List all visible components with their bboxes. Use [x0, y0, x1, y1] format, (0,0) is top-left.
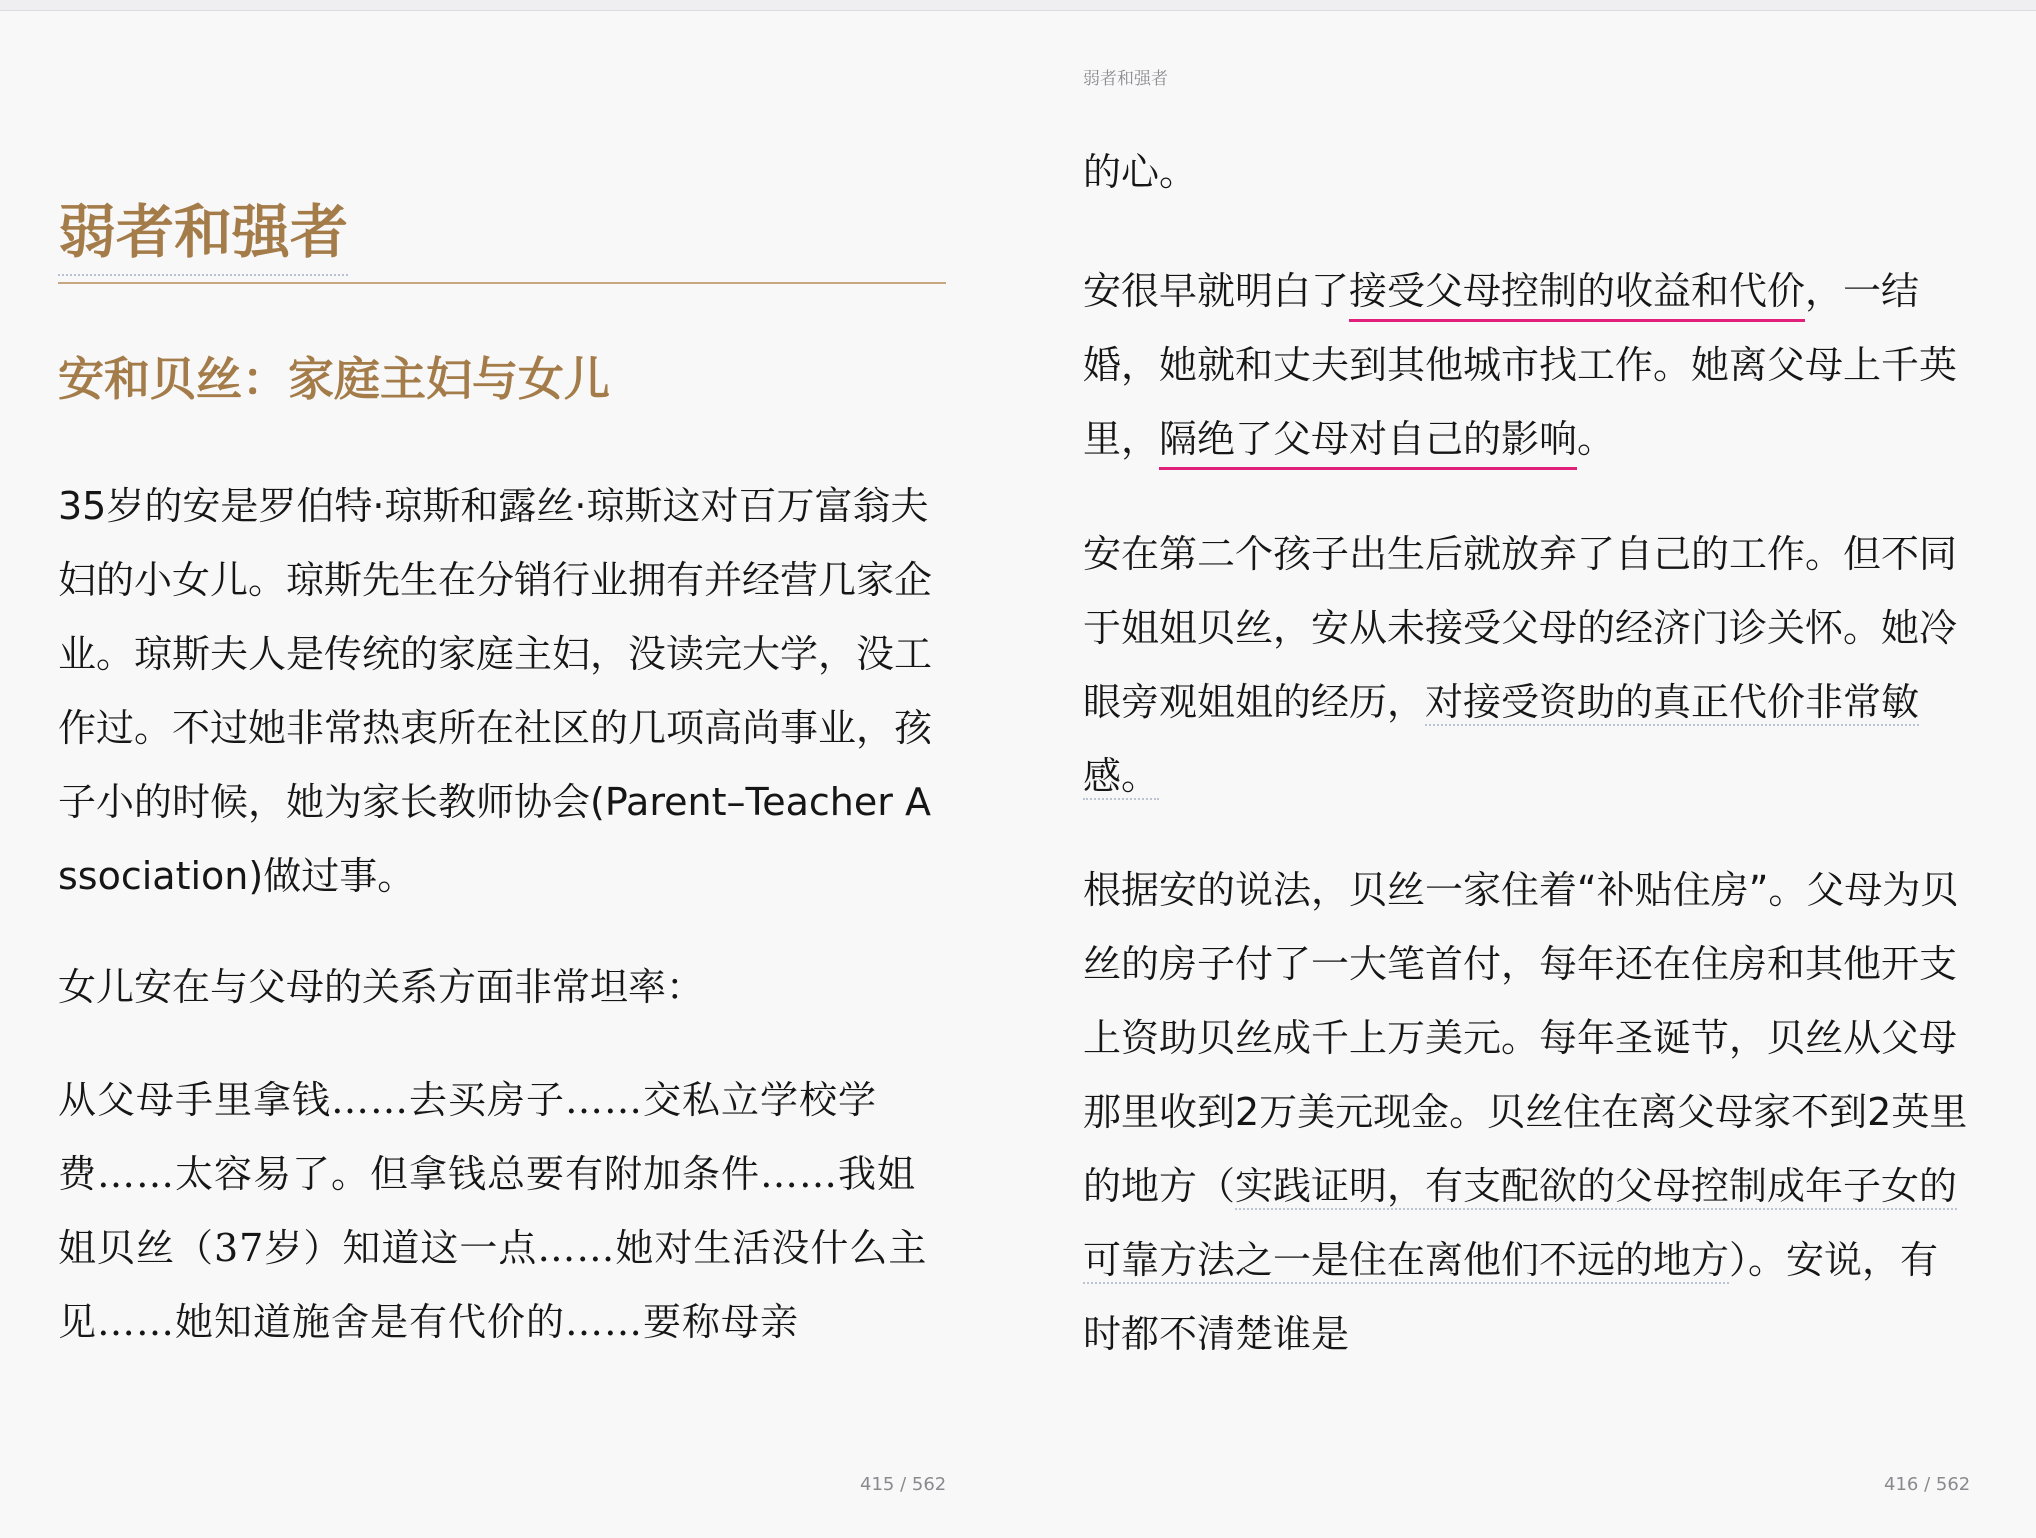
- window-top-edge: [0, 0, 2036, 11]
- section-title: 安和贝丝：家庭主妇与女儿: [58, 352, 610, 406]
- text-segment: 根据安的说法，贝丝一家住着“补贴住房”。父母为贝丝的房子付了一大笔首付，每年还在住房和其他开支上资助贝丝成千上万美元。每年圣诞节，贝丝从父母那里收到2万美元现金。贝丝住在离父母家不到2英里的地方（: [1083, 868, 1968, 1208]
- chapter-title[interactable]: 弱者和强者: [58, 190, 348, 276]
- paragraph-subsidized-housing[interactable]: [1083, 853, 1969, 1371]
- dotted-annotation[interactable]: 实践证明，有支配欲的父母控制成年子女的可靠方法之一是住在离他们不远的地方: [1083, 1164, 1958, 1282]
- page-number-left: 415 / 562: [860, 1474, 947, 1495]
- paragraph-lead-in[interactable]: 女儿安在与父母的关系方面非常坦率：: [58, 965, 705, 1009]
- running-header: 弱者和强者: [1083, 69, 1168, 89]
- text-segment: ）。安说，有时都不清楚谁是: [1083, 1238, 1939, 1356]
- paragraph-intro[interactable]: 35岁的安是罗伯特·琼斯和露丝·琼斯这对百万富翁夫妇的小女儿。琼斯先生在分销行业拥有并经营几家企业。琼斯夫人是传统的家庭主妇，没读完大学，没工作过。不过她非常热衷所在社区的几项高尚事业，孩子小的时候，她为家长教师协会(Parent–Teacher Association)做过事。: [58, 484, 933, 898]
- dotted-annotation[interactable]: 对接受资助的真正代价非常敏感。: [1083, 680, 1920, 798]
- page-number-right: 416 / 562: [1884, 1474, 1971, 1495]
- block-quote[interactable]: 从父母手里拿钱……去买房子……交私立学校学费……太容易了。但拿钱总要有附加条件……我姐姐贝丝（37岁）知道这一点……她对生活没什么主见……她知道施舍是有代价的……要称母亲: [58, 1078, 928, 1344]
- highlight-underline[interactable]: 接受父母控制的收益和代价: [1349, 269, 1805, 322]
- chapter-divider: [58, 282, 946, 284]
- text-segment: 安很早就明白了: [1083, 269, 1350, 313]
- paragraph-continuation[interactable]: 的心。: [1083, 150, 1198, 194]
- highlight-underline[interactable]: 隔绝了父母对自己的影响: [1159, 417, 1577, 470]
- text-segment: ，一结婚，她就和丈夫到其他城市找工作。她离父母上千英里，: [1083, 269, 1958, 461]
- text-segment: 安在第二个孩子出生后就放弃了自己的工作。但不同于姐姐贝丝，安从未接受父母的经济门诊关怀。她冷眼旁观姐姐的经历，: [1083, 532, 1958, 724]
- paragraph-career[interactable]: [1083, 517, 1969, 813]
- text-segment: 。: [1577, 417, 1616, 461]
- paragraph-highlighted[interactable]: [1083, 254, 1969, 476]
